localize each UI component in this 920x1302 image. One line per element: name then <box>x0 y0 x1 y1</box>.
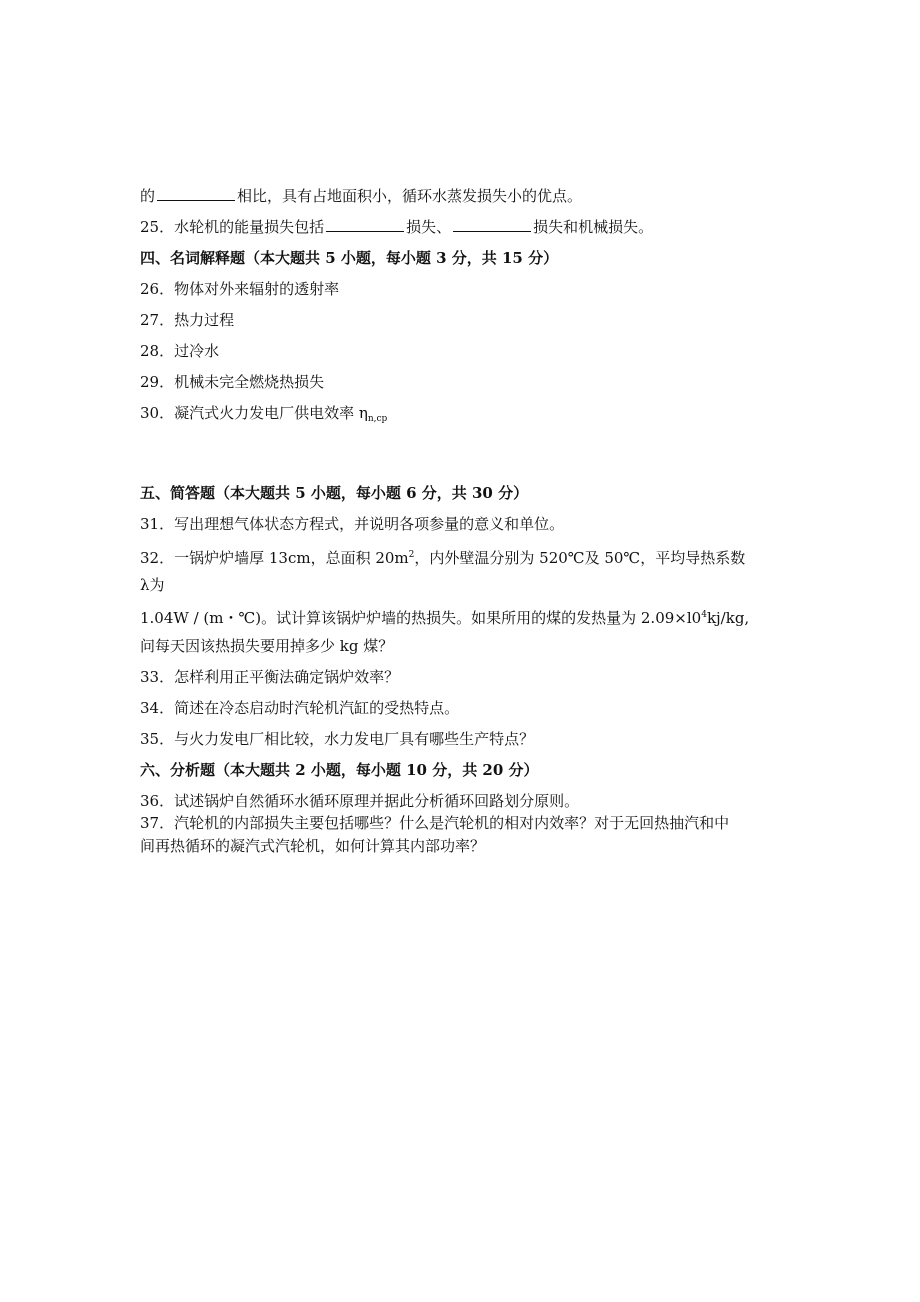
q25-prefix: 25．水轮机的能量损失包括 <box>140 218 325 236</box>
answer-blank[interactable] <box>157 186 235 201</box>
q25-mid: 损失、 <box>406 218 452 236</box>
question-32-line-2: λ为 <box>140 576 165 594</box>
answer-blank[interactable] <box>326 217 404 232</box>
q32-superscript-2: 4 <box>701 610 707 620</box>
question-29: 29．机械未完全燃烧热损失 <box>140 373 325 391</box>
q24-continuation <box>140 186 582 206</box>
q24-prefix: 的 <box>140 187 156 205</box>
question-37-line-1: 37．汽轮机的内部损失主要包括哪些？什么是汽轮机的相对内效率？对于无回热抽汽和中 <box>140 814 730 832</box>
question-33: 33．怎样利用正平衡法确定锅炉效率？ <box>140 668 400 686</box>
question-25 <box>140 217 653 237</box>
q32-superscript: 2 <box>408 550 415 560</box>
section-5-heading: 五、简答题（本大题共 5 小题，每小题 6 分，共 30 分） <box>140 484 529 502</box>
question-35: 35．与火力发电厂相比较，水力发电厂具有哪些生产特点？ <box>140 730 535 748</box>
q32-text-c: 1.04W / (m・℃)。试计算该锅炉炉墙的热损失。如果所用的煤的发热量为 2.09×l0 <box>140 609 702 627</box>
q32-text-b: ，内外壁温分别为 520℃及 50℃，平均导热系数 <box>414 549 746 567</box>
question-32-line-1 <box>140 545 745 568</box>
q32-text-a: 32．一锅炉炉墙厚 13cm，总面积 20m <box>140 549 409 567</box>
question-27: 27．热力过程 <box>140 311 235 329</box>
question-36: 36．试述锅炉自然循环水循环原理并据此分析循环回路划分原则。 <box>140 792 580 810</box>
question-26: 26．物体对外来辐射的透射率 <box>140 280 340 298</box>
question-32-line-3 <box>140 605 749 628</box>
section-6-heading: 六、分析题（本大题共 2 小题，每小题 10 分，共 20 分） <box>140 761 539 779</box>
question-37-line-2: 间再热循环的凝汽式汽轮机，如何计算其内部功率？ <box>140 837 486 855</box>
question-31: 31．写出理想气体状态方程式，并说明各项参量的意义和单位。 <box>140 515 565 533</box>
question-30 <box>140 403 387 429</box>
question-34: 34．简述在冷态启动时汽轮机汽缸的受热特点。 <box>140 699 460 717</box>
q24-suffix: 相比，具有占地面积小，循环水蒸发损失小的优点。 <box>237 187 583 205</box>
section-4-heading: 四、名词解释题（本大题共 5 小题，每小题 3 分，共 15 分） <box>140 249 559 267</box>
q30-text: 30．凝汽式火力发电厂供电效率 η <box>140 404 368 422</box>
q25-suffix: 损失和机械损失。 <box>533 218 654 236</box>
question-28: 28．过冷水 <box>140 342 220 360</box>
answer-blank[interactable] <box>453 217 531 232</box>
q30-subscript: n,cp <box>367 414 388 424</box>
question-32-line-4: 问每天因该热损失要用掉多少 kg 煤？ <box>140 637 394 655</box>
q32-text-d: kj/kg, <box>706 609 750 627</box>
